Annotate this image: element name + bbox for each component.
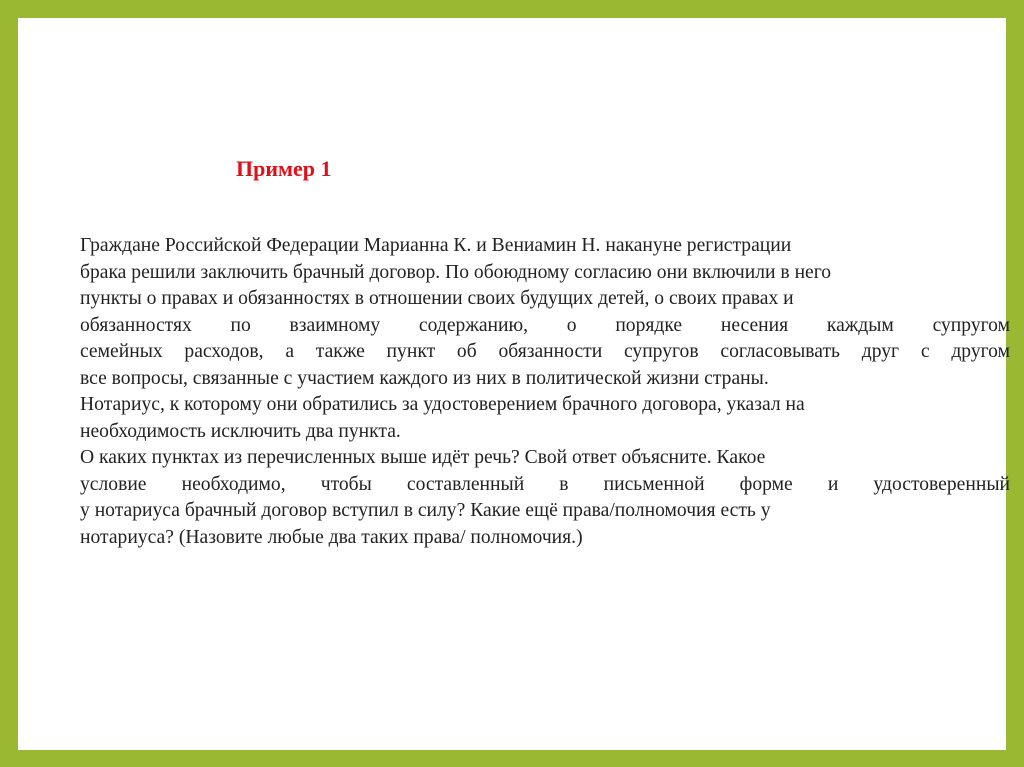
text-line: все вопросы, связанные с участием каждого из них в политической жизни страны.	[80, 367, 769, 389]
text-line: семейных расходов, а также пункт об обязанности супругов согласовывать друг с другом	[80, 341, 1010, 362]
slide-body-text	[80, 233, 1010, 551]
text-line: необходимость исключить два пункта.	[80, 420, 401, 442]
text-line: брака решили заключить брачный договор. По обоюдному согласию они включили в него	[80, 261, 832, 283]
text-line: обязанностях по взаимному содержанию, о порядке несения каждым супругом	[80, 314, 1010, 336]
text-line: Граждане Российской Федерации Марианна К. и Вениамин Н. накануне регистрации	[80, 235, 792, 256]
slide-title: Пример 1	[236, 156, 332, 181]
text-line: условие необходимо, чтобы составленный в письменной форме и удостоверенный	[80, 473, 1010, 495]
text-line: О каких пунктах из перечисленных выше идёт речь? Свой ответ объясните. Какое	[80, 447, 766, 468]
text-line: пункты о правах и обязанностях в отношении своих будущих детей, о своих правах и	[80, 288, 794, 309]
text-line: у нотариуса брачный договор вступил в силу? Какие ещё права/полномочия есть у	[80, 500, 771, 521]
text-line: нотариуса? (Назовите любые два таких права/ полномочия.)	[80, 526, 583, 548]
text-line: Нотариус, к которому они обратились за удостоверением брачного договора, указал на	[80, 394, 805, 415]
